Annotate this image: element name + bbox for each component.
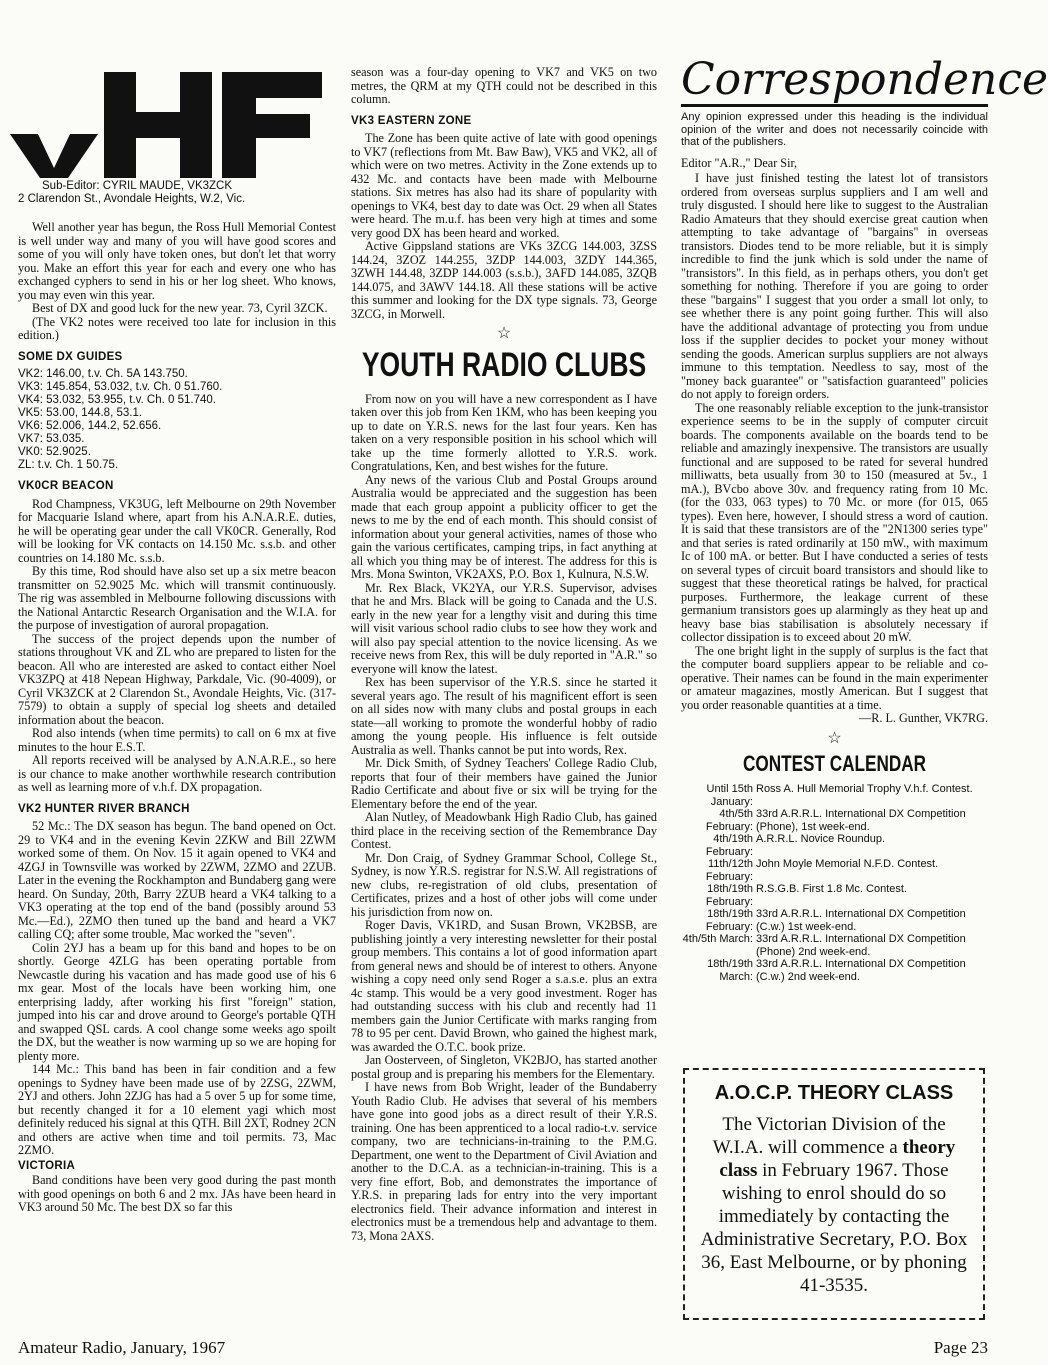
contest-row: [681, 908, 988, 933]
youth-radio-heading: YOUTH RADIO CLUBS: [361, 345, 647, 384]
youth-paragraph: I have news from Bob Wright, leader of the Bundaberry Youth Radio Club. He advises that several of his members have gone into good jobs as a direct result of their Y.R.S. training. One has been apprenticed to a local radio-t.v. service company, two are technicians-in-training to the P.M.G. Department, one went to the Department of Civil Aviation and another to the D.C.A. as a technician-in-training. This is a very fine effort, Bob, and demonstrates the importance of Y.R.S. in preparing lads for entry into the very important electronics field. Their advance information and interest in electronics must be a tremendous help and advantage to them. 73, Mona 2AXS.: [351, 1080, 657, 1243]
contest-row: [681, 833, 988, 858]
contest-row: [681, 808, 988, 833]
star-icon: ☆: [496, 325, 512, 342]
vhf-intro: Well another year has begun, the Ross Hull Memorial Contest is well under way and many of you will have good scores and some of you will only have token ones, but don't let that worry you. Make an effort this year for each and every one who has exchanged cyphers to send in his or her log sheet. Who knows, you may even win this year.: [18, 220, 336, 302]
youth-paragraph: From now on you will have a new correspondent as I have taken over this job from Ken 1KM, who has been keeping you up to date on Y.R.S. news for the last four years. Ken has taken on a very responsible position in his school which will take up the time formerly allotted to Y.R.S. work. Congratulations, Ken, and best wishes for the future.: [351, 391, 657, 473]
youth-paragraph: Mr. Don Craig, of Sydney Grammar School, College St., Sydney, is now Y.R.S. registrar for N.S.W. All registrations of new clubs, re-registration of old clubs, presentation of Certificates, prizes and a host of other jobs will come under his jurisdiction from now on.: [351, 850, 657, 919]
aocp-text: The Victorian Division of the W.I.A. will commence a: [712, 1114, 946, 1158]
contest-event: 33rd A.R.R.L. International DX Competition (Phone), 1st week-end.: [756, 808, 966, 833]
hunter-paragraph: 52 Mc.: The DX season has begun. The band opened on Oct. 29 to VK4 and in the evening Kevin 2ZKW and Bill 2ZWM worked some of them. On Nov. 15 it again opened to VK4 and 4ZGJ in Townsville was worked by 2ZWM, 2ZMO and 2ZUB. Later in the evening the Rockhampton and Bundaberg gang were heard. On Sunday, 20th, Barry 2ZUB heard a VK4 talking to a VK3 operating at the top end of the band (possibly around 53 Mc.—Ed.), 2ZMO then tuned up the band and heard a VK7 calling CQ; after some trouble, Mac worked the "seven".: [18, 819, 336, 941]
aocp-body: [695, 1113, 973, 1297]
page-footer: [18, 1338, 988, 1358]
hunter-heading: VK2 HUNTER RIVER BRANCH: [18, 802, 190, 815]
youth-paragraph: Jan Oosterveen, of Singleton, VK2BJO, has started another postal group and is preparing his members for the Elementary.: [351, 1053, 657, 1081]
eastern-paragraph: The Zone has been quite active of late with good openings to VK7 (reflections from Mt. Baw Baw), VK5 and VK2, all of which were on two metres. Activity in the Zone extends up to 432 Mc. and contacts have been made with Melbourne stations. Six metres has also had its share of popularity with openings to VK4, best day to date was Oct. 29 when all States were heard. The m.u.f. has been very high at times and some very good DX has been heard and worked.: [351, 131, 657, 240]
letter-signature: —R. L. Gunther, VK7RG.: [859, 711, 988, 725]
youth-paragraph: Rex has been supervisor of the Y.R.S. since he started it several years ago. The result of his magnificent effort is seen on all sides now with many clubs and postal groups in each state—all working to promote the wonderful hobby of radio among the young people. His influence is felt outside Australia as well. Thanks cannot be put into words, Rex.: [351, 675, 657, 757]
letter-paragraph: The one bright light in the supply of surplus is the fact that the computer board suppliers appear to be reliable and co-operative. Their names can be found in the main experimenter or amateur magazines, mostly American. But I suggest that you order reasonable quantities at a time.: [681, 643, 988, 712]
contest-event: A.R.R.L. Novice Roundup.: [756, 833, 886, 845]
contest-event: 33rd A.R.R.L. International DX Competition (C.w.) 2nd week-end.: [756, 958, 966, 983]
contest-event: 33rd A.R.R.L. International DX Competition (C.w.) 1st week-end.: [756, 908, 966, 933]
contest-calendar-heading: CONTEST CALENDAR: [742, 751, 927, 776]
youth-paragraph: Mr. Rex Black, VK2YA, our Y.R.S. Supervisor, advises that he and Mrs. Black will be going to Canada and the U.S. early in the new year for a lengthy visit and during this time will visit various school radio clubs to see how they work and will also pay special attention to the novice licensing. As we receive news from Rex, this will be duly reported in "A.R." so everyone will know the latest.: [351, 580, 657, 676]
contest-event: R.S.G.B. First 1.8 Mc. Contest.: [756, 883, 907, 895]
correspondence-disclaimer: Any opinion expressed under this heading is the individual opinion of the writer and does not necessarily coincide with that of the publishers.: [681, 111, 988, 148]
beacon-heading: VK0CR BEACON: [18, 480, 114, 492]
contest-date: 18th/19th March:: [707, 958, 753, 983]
contest-date: 4th/5th March:: [682, 933, 753, 945]
aocp-notice-box: [683, 1068, 985, 1320]
dx-guide-item: VK5: 53.00, 144.8, 53.1.: [18, 407, 143, 419]
beacon-paragraph: The success of the project depends upon the number of stations throughout VK and ZL who are prepared to listen for the beacon. All who are interested are asked to contact either Noel VK3ZPQ at 418 Nepean Highway, Parkdale, Vic. (90-4009), or Cyril VK3ZCK at 2 Clarendon St., Avondale Heights, Vic. (317-7579) to obtain a supply of special log sheets and detailed information about the beacon.: [18, 631, 336, 727]
aocp-title: A.O.C.P. THEORY CLASS: [714, 1082, 954, 1104]
column-middle: [351, 66, 657, 1243]
contest-row: [681, 958, 988, 983]
aocp-emphasis: theory class: [719, 1137, 956, 1181]
contest-calendar: [681, 783, 988, 983]
eastern-paragraph: Active Gippsland stations are VKs 3ZCG 144.003, 3ZSS 144.24, 3ZOZ 144.255, 3ZDP 144.003, 3ZDY 144.365, 3ZWH 144.48, 3ZDP 144.003 (s.s.b.), 3AFD 144.085, 3ZQB 144.075, and 3AWV 144.18. All these stations will be active this summer and looking for the DX type signals. 73, George 3ZCG, in Morwell.: [351, 239, 657, 321]
contest-event: 33rd A.R.R.L. International DX Competition (Phone) 2nd week-end.: [756, 933, 966, 958]
contest-row: [681, 783, 988, 808]
dx-guide-item: VK6: 52.006, 144.2, 52.656.: [18, 420, 162, 432]
beacon-paragraph: Rod also intends (when time permits) to call on 6 mx at five minutes to the hour E.S.T.: [18, 726, 336, 754]
dx-guide-item: VK0: 52.9025.: [18, 446, 91, 458]
sub-editor-address: 2 Clarendon St., Avondale Heights, W.2, Vic.: [18, 192, 246, 205]
star-icon: ☆: [827, 729, 842, 747]
contest-row: [681, 883, 988, 908]
victoria-heading: VICTORIA: [18, 1159, 76, 1172]
letter-salutation: Editor "A.R.," Dear Sir,: [681, 155, 798, 170]
dx-guide-item: VK3: 145.854, 53.032, t.v. Ch. 0 51.760.: [18, 381, 223, 393]
dx-guide-item: VK7: 53.035.: [18, 433, 85, 445]
beacon-paragraph: By this time, Rod should have also set up a six metre beacon transmitter on 52.9025 Mc. which will transmit continuously. The rig was assembled in Melbourne following discussions with the National Antarctic Research Organisation and the W.I.A. for the purpose of investigation of auroral propagation.: [18, 564, 336, 632]
victoria-paragraph: Band conditions have been very good during the past month with good openings on both 6 and 2 mx. JAs have been heard in VK3 around 50 Mc. The best DX so far this: [18, 1173, 336, 1214]
publication-line: Amateur Radio, January, 1967: [18, 1338, 226, 1357]
correspondence-heading: Correspondence: [681, 54, 1048, 105]
youth-paragraph: Alan Nutley, of Meadowbank High Radio Club, has gained third place in the receiving section of the Remembrance Day Contest.: [351, 810, 657, 851]
contest-date: 4th/19th February:: [705, 833, 753, 858]
dx-guides-list: [18, 368, 336, 472]
column-left: [18, 70, 336, 1215]
beacon-paragraph: All reports received will be analysed by A.N.A.R.E., so here is our chance to make another worthwhile research contribution as well as learning more of v.h.f. DX propagation.: [18, 753, 336, 794]
youth-paragraph: Any news of the various Club and Postal Groups around Australia would be appreciated and the suggestion has been made that each group appoint a publicity officer to get the news to me by the end of each month. This should consist of information about your general activities, names of those who gain the various certificates, camping trips, in fact anything at all which you thing may be of interest. The address for this is Mrs. Mona Swinton, VK2AXS, P.O. Box 1, Kulnura, N.S.W.: [351, 472, 657, 581]
sub-editor-block: [18, 180, 336, 205]
sub-editor: Sub-Editor: CYRIL MAUDE, VK3ZCK: [42, 180, 233, 192]
aocp-text: in February 1967. Those wishing to enrol should do so immediately by contacting the Administrative Secretary, P.O. Box 36, East Melbourne, or by phoning 41-3535.: [700, 1160, 968, 1296]
hunter-paragraph: Colin 2YJ has a beam up for this band and hopes to be on shortly. George 4ZLG has been operating portable from Newcastle during his vacation and has made good use of his 6 mx gear. Most of the locals have been working him, one enterprising laddy, after working his first "foreign" station, jumped into his car and drove around to George's portable QTH and swapped QSL cards. A cool change some weeks ago spoilt the DX, but the weather is now warming up so we are hoping for plenty more.: [18, 940, 336, 1063]
contest-event: Ross A. Hull Memorial Trophy V.h.f. Contest.: [756, 783, 973, 795]
contest-date: 11th/12th February:: [705, 858, 753, 883]
letter-paragraph: I have just finished testing the latest lot of transistors ordered from overseas surplus suppliers and I am well and truly disgusted. I should here like to suggest to the Australian Radio Amateurs that they should exercise great caution when attempting to take advantage of "bargains" in overseas transistors. Diodes tend to be more reliable, but it is simply incredible to find the junk which is sold under the name of "transistors". In this field, as in perhaps others, you don't get something for nothing. Therefore if you are going to order these "bargains" I suggest that you order a small lot only, to see whether there is any point going further. This will also have the additional advantage of protecting you from undue loss if the supplier decides to pocket your money without sending the goods. American surplus suppliers are not always immune to this temptation. Needless to say, most of the "money back guarantee" or "satisfaction guaranteed" policies do not apply to foreign orders.: [681, 171, 988, 401]
contest-date: Until 15th January:: [706, 783, 753, 808]
hunter-paragraph: 144 Mc.: This band has been in fair condition and a few openings to Sydney have been made use of by 2ZSG, 2ZWM, 2YJ and others. John 2ZJG has had a 5 over 5 up for some time, but recently changed it for a 10 element yagi which most definitely reduced his signal at this QTH. Bill 2XT, Rodney 2CN and others are active when time and toil permits. 73, Mac 2ZMO.: [18, 1062, 336, 1157]
contest-date: 18th/19th February:: [705, 883, 753, 908]
youth-paragraph: Mr. Dick Smith, of Sydney Teachers' College Radio Club, reports that four of their members have gained the Junior Radio Certificate and about five or six will be trying for the Elementary before the end of the year.: [351, 756, 657, 811]
dx-guide-item: VK2: 146.00, t.v. Ch. 5A 143.750.: [18, 368, 188, 380]
dx-guide-item: VK4: 53.032, 53.955, t.v. Ch. 0 51.740.: [18, 394, 216, 406]
eastern-zone-heading: VK3 EASTERN ZONE: [351, 114, 472, 127]
contest-date: 4th/5th February:: [705, 808, 753, 833]
victoria-continued: season was a four-day opening to VK7 and VK5 on two metres, the QRM at my QTH could not be described in this column.: [351, 65, 657, 106]
dx-guides-heading: SOME DX GUIDES: [18, 350, 123, 363]
youth-paragraph: Roger Davis, VK1RD, and Susan Brown, VK2BSB, are publishing jointly a very interesting newsletter for their postal group members. This contains a lot of good information apart from general news and should be of interest to others. Anyone wishing a copy need only send Roger a s.a.s.e. plus an extra 4c stamp. This would be a very good investment. Roger has had outstanding success with his club and recently had 11 members gain the Junior Certificate with marks ranging from 78 to 95 per cent. David Brown, who gained the highest mark, was awarded the O.T.C. book prize.: [351, 918, 657, 1054]
contest-row: [681, 858, 988, 883]
column-right: [681, 54, 1048, 983]
contest-date: 18th/19th February:: [705, 908, 753, 933]
beacon-paragraph: Rod Champness, VK3UG, left Melbourne on 29th November for Macquarie Island where, apart from his A.N.A.R.E. duties, he will be operating gear under the call VK0CR. Generally, Rod will be looking for VK contacts on 14.150 Mc. s.s.b. and other countries on 14.180 Mc. s.s.b.: [18, 496, 336, 565]
vhf-greeting: Best of DX and good luck for the new year. 73, Cyril 3ZCK.: [32, 301, 328, 315]
contest-event: John Moyle Memorial N.F.D. Contest.: [756, 858, 939, 870]
page-number: Page 23: [933, 1338, 988, 1357]
contest-row: [681, 933, 988, 958]
vhf-note: (The VK2 notes were received too late for inclusion in this edition.): [18, 314, 336, 342]
dx-guide-item: ZL: t.v. Ch. 1 50.75.: [18, 459, 119, 471]
letter-paragraph: The one reasonably reliable exception to the junk-transistor experience seems to be in the supply of computer circuit boards. The components available on the boards tend to be reliable and amazingly inexpensive. The transistors are usually functional and are supposed to be rated for several hundred milliwatts, beta usually from 30 to 150 (measured at 5v., 1 mA.), BVcbo above 30v. and frequency rating from 10 Mc. (for the 033, 063 types) to 70 Mc. or more (for 015, 065 types). Even here, however, I should stress a word of caution. It is said that these transistors are of the "2N1300 series type" and that series is rated ordinarily at 150 mW., with maximum Ic of 100 mA. or better. But I have conducted a series of tests on several types of circuit board transistors and should like to suggest that these theoretical ratings be halved, for practical purposes. Furthermore, the leakage current of these germanium transistors goes up alarmingly as they heat up and heavy base bias stabilisation is absolutely necessary if collector dissipation is to exceed about 20 mW.: [681, 400, 988, 644]
